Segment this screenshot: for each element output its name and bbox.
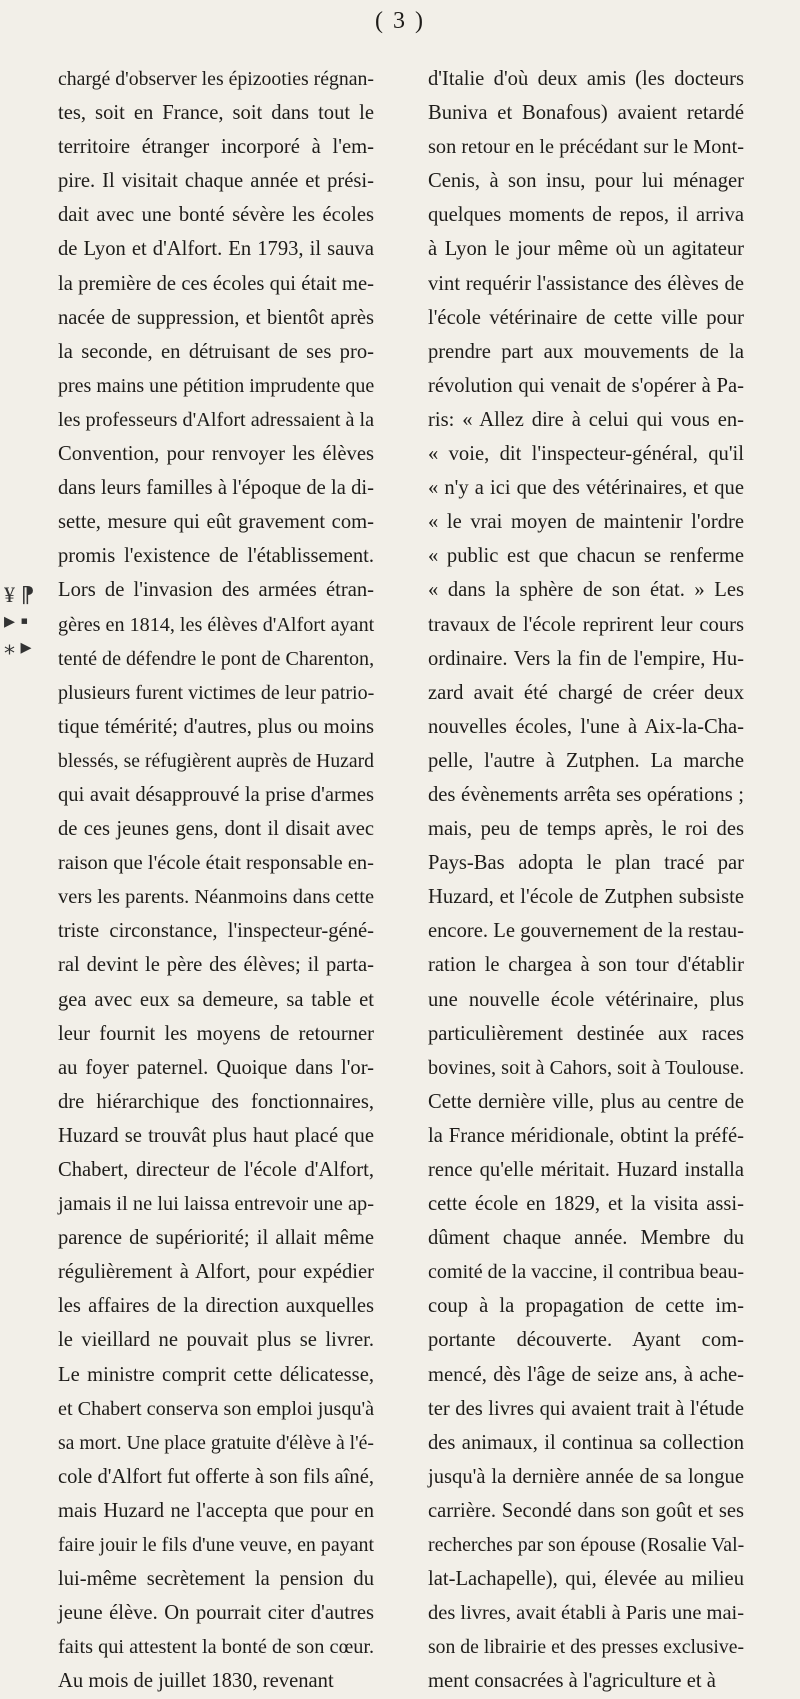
text-line: pres mains une pétition imprudente que <box>58 374 375 397</box>
text-line: territoire étranger incorporé à l'em- <box>58 136 374 159</box>
text-line: ration le chargea à son tour d'établir <box>428 954 744 977</box>
text-line: triste circonstance, l'inspecteur-géné- <box>58 920 374 943</box>
text-line: révolution qui venait de s'opérer à Pa- <box>428 374 744 397</box>
text-line: Lors de l'invasion des armées étran- <box>58 579 374 602</box>
text-line: recherches par son épouse (Rosalie Val- <box>428 1534 745 1557</box>
text-line: travaux de l'école reprirent leur cours <box>428 613 744 636</box>
text-line: nacée de suppression, et bientôt après <box>58 306 374 329</box>
text-line: cette école en 1829, et la visita assi- <box>428 1193 744 1216</box>
left-column <box>58 62 374 1699</box>
text-line: mais, peu de temps après, le roi des <box>428 818 744 841</box>
text-line: une nouvelle école vétérinaire, plus <box>428 988 744 1011</box>
text-line: son retour en le précédant sur le Mont- <box>428 136 744 159</box>
text-line: le vieillard ne pouvait plus se livrer. <box>58 1329 374 1352</box>
text-line: « public est que chacun se renferme <box>428 545 744 568</box>
text-line: la première de ces écoles qui était me- <box>58 272 374 295</box>
text-line: carrière. Secondé dans son goût et ses <box>428 1499 744 1522</box>
margin-mark: ▸ ▪ <box>4 608 29 633</box>
text-line: au foyer paternel. Quoique dans l'or- <box>58 1056 374 1079</box>
text-line: ter des livres qui avaient trait à l'étude <box>428 1397 744 1420</box>
text-line: pire. Il visitait chaque année et prési- <box>58 170 374 193</box>
text-line: Huzard se trouvât plus haut placé que <box>58 1124 374 1147</box>
text-line: des livres, avait établi à Paris une mai- <box>428 1602 745 1625</box>
text-line: d'Italie d'où deux amis (les docteurs <box>428 68 744 90</box>
text-line: Huzard, et l'école de Zutphen subsiste <box>428 886 744 909</box>
text-line: lat-Lachapelle), qui, élevée au milieu <box>428 1568 744 1591</box>
margin-annotation <box>4 582 35 660</box>
text-line: « n'y a ici que des vétérinaires, et que <box>428 477 744 500</box>
text-line: la France méridionale, obtint la préfé- <box>428 1124 744 1147</box>
text-line: dait avec une bonté sévère les écoles <box>58 204 374 227</box>
text-line: mencé, dès l'âge de seize ans, à ache- <box>428 1363 744 1386</box>
page-number: ( 3 ) <box>375 8 425 34</box>
text-line: ral devint le père des élèves; il parta- <box>58 954 374 977</box>
text-line: les professeurs d'Alfort adressaient à la <box>58 408 375 431</box>
text-line: l'école vétérinaire de cette ville pour <box>428 306 744 329</box>
text-line: raison que l'école était responsable en- <box>58 852 374 875</box>
text-line: portante découverte. Ayant com- <box>428 1329 744 1352</box>
text-line: bovines, soit à Cahors, soit à Toulouse. <box>428 1056 745 1079</box>
text-line: cole d'Alfort fut offerte à son fils aîné, <box>58 1465 374 1488</box>
text-line: Au mois de juillet 1830, revenant <box>58 1670 334 1693</box>
text-line: Cenis, à son insu, pour lui ménager <box>428 170 744 193</box>
right-column <box>428 62 744 1699</box>
text-line: ris: « Allez dire à celui qui vous en- <box>428 408 744 431</box>
text-line: prendre part aux mouvements de la <box>428 340 744 363</box>
text-line: nouvelles écoles, l'une à Aix-la-Cha- <box>428 715 744 738</box>
text-line: Chabert, directeur de l'école d'Alfort, <box>58 1159 374 1181</box>
text-line: Le ministre comprit cette délicatesse, <box>58 1363 374 1386</box>
text-line: coup à la propagation de cette im- <box>428 1295 744 1318</box>
text-line: de ces jeunes gens, dont il disait avec <box>58 818 374 841</box>
text-line: plusieurs furent victimes de leur patrio- <box>58 681 375 704</box>
text-line: leur fournit les moyens de retourner <box>58 1022 374 1045</box>
text-line: « voie, dit l'inspecteur-général, qu'il <box>428 443 744 466</box>
text-line: gea avec eux sa demeure, sa table et <box>58 988 374 1011</box>
text-line: des animaux, il continua sa collection <box>428 1431 744 1454</box>
margin-mark: ⁎ ▸ <box>4 634 32 659</box>
text-line: dûment chaque année. Membre du <box>428 1227 744 1250</box>
text-line: sette, mesure qui eût gravement com- <box>58 511 374 534</box>
text-line: sa mort. Une place gratuite d'élève à l'é- <box>58 1431 374 1454</box>
text-line: pelle, l'autre à Zutphen. La marche <box>428 749 744 772</box>
text-line: Buniva et Bonafous) avaient retardé <box>428 102 744 125</box>
text-line: vers les parents. Néanmoins dans cette <box>58 886 375 909</box>
text-line: gères en 1814, les élèves d'Alfort ayant <box>58 613 375 636</box>
text-line: quelques moments de repos, il arriva <box>428 204 744 227</box>
text-line: son de librairie et des presses exclusive- <box>428 1636 744 1659</box>
text-line: parence de supériorité; il allait même <box>58 1227 374 1250</box>
text-line: chargé d'observer les épizooties régnan- <box>58 68 375 90</box>
text-line: Convention, pour renvoyer les élèves <box>58 443 374 466</box>
text-line: Pays-Bas adopta le plan tracé par <box>428 852 744 875</box>
text-line: Cette dernière ville, plus au centre de <box>428 1090 744 1113</box>
text-line: jamais il ne lui laissa entrevoir une ap- <box>58 1193 374 1216</box>
text-line: dre hiérarchique des fonctionnaires, <box>58 1090 374 1113</box>
text-line: rence qu'elle méritait. Huzard installa <box>428 1159 744 1181</box>
text-line: jeune élève. On pourrait citer d'autres <box>58 1602 374 1625</box>
text-line: comité de la vaccine, il contribua beau- <box>428 1261 745 1284</box>
text-line: vint requérir l'assistance des élèves de <box>428 272 744 295</box>
text-line: zard avait été chargé de créer deux <box>428 681 744 704</box>
text-line: particulièrement destinée aux races <box>428 1022 744 1045</box>
text-line: des évènements arrêta ses opérations ; <box>428 783 744 806</box>
margin-mark: ¥ ⁋ <box>4 582 35 607</box>
text-line: faire jouir le fils d'une veuve, en payant <box>58 1534 375 1557</box>
text-line: faits qui attestent la bonté de son cœur. <box>58 1636 375 1659</box>
text-line: et Chabert conserva son emploi jusqu'à <box>58 1397 375 1420</box>
text-line: ment consacrées à l'agriculture et à <box>428 1670 716 1693</box>
text-line: encore. Le gouvernement de la restau- <box>428 920 744 943</box>
text-line: promis l'existence de l'établissement. <box>58 545 374 568</box>
text-line: tique témérité; d'autres, plus ou moins <box>58 715 374 738</box>
text-line: régulièrement à Alfort, pour expédier <box>58 1261 374 1284</box>
text-line: ordinaire. Vers la fin de l'empire, Hu- <box>428 647 744 670</box>
text-line: à Lyon le jour même où un agitateur <box>428 238 744 261</box>
text-line: dans leurs familles à l'époque de la di- <box>58 477 374 500</box>
text-line: « dans la sphère de son état. » Les <box>428 579 744 602</box>
text-line: tenté de défendre le pont de Charenton, <box>58 647 375 670</box>
text-line: blessés, se réfugièrent auprès de Huzard <box>58 749 374 772</box>
text-line: « le vrai moyen de maintenir l'ordre <box>428 511 744 534</box>
text-line: jusqu'à la dernière année de sa longue <box>428 1465 744 1488</box>
text-line: de Lyon et d'Alfort. En 1793, il sauva <box>58 238 374 261</box>
text-line: tes, soit en France, soit dans tout le <box>58 102 374 125</box>
text-line: mais Huzard ne l'accepta que pour en <box>58 1499 374 1522</box>
text-line: qui avait désapprouvé la prise d'armes <box>58 783 374 806</box>
text-line: la seconde, en détruisant de ses pro- <box>58 340 374 363</box>
text-line: lui-même secrètement la pension du <box>58 1568 374 1591</box>
text-line: les affaires de la direction auxquelles <box>58 1295 374 1318</box>
